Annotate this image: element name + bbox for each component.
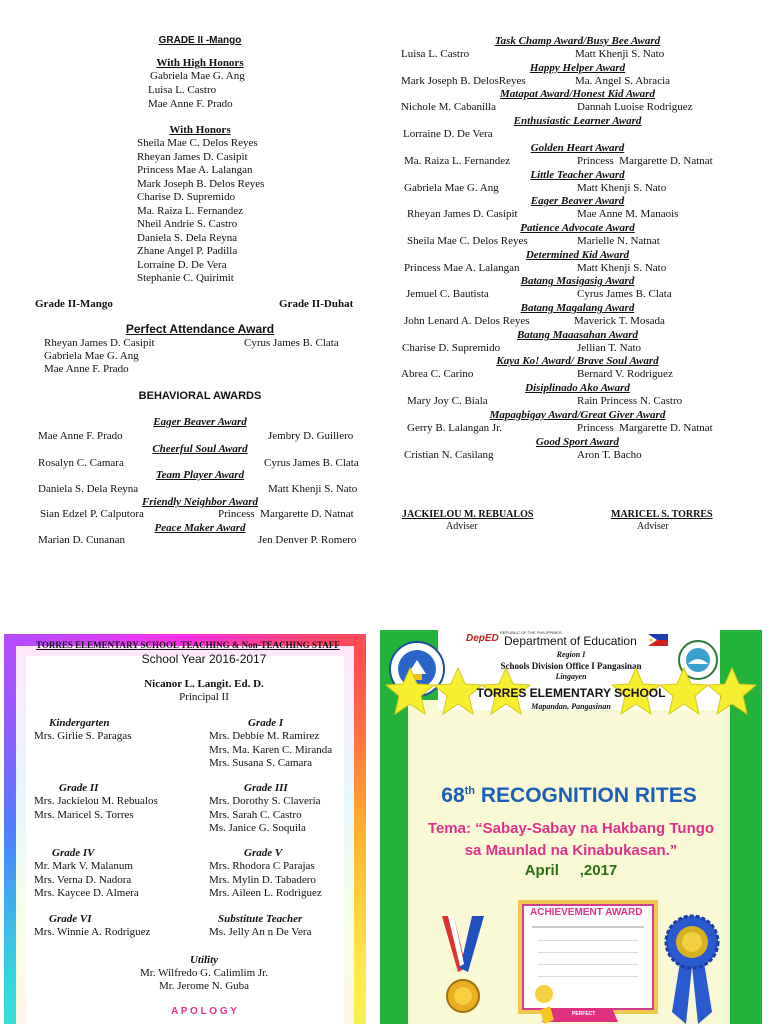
award-title: Golden Heart Award [530, 141, 625, 154]
medal-icon [440, 916, 486, 1024]
awardee-name: Gabriela Mae G. Ang [404, 181, 499, 194]
honor-name: Luisa L. Castro [148, 84, 217, 96]
awardee-name: Luisa L. Castro [401, 48, 470, 60]
honor-name: Lorraine D. De Vera [137, 258, 227, 271]
awardee-name: Jembry D. Guillero [268, 430, 354, 442]
high-honors-title: With High Honors [156, 57, 244, 69]
award-title: Team Player Award [155, 469, 245, 481]
awardee-name: Marian D. Cunanan [38, 534, 126, 546]
honor-name: Rheyan James D. Casipit [137, 150, 248, 163]
staff-group-title: Grade IV [52, 847, 95, 859]
awardee-name: Sian Edzel P. Calputora [40, 508, 144, 520]
awardee-name: Jemuel C. Bautista [406, 288, 489, 301]
awardee-name: Jen Denver P. Romero [258, 534, 357, 546]
awardee-name: Princess Margarette D. Natnat [577, 421, 713, 434]
honor-name: Zhane Angel P. Padilla [137, 245, 238, 257]
school-year: School Year 2016-2017 [141, 652, 267, 666]
award-title: Batang Masigasig Award [520, 275, 635, 288]
award-title: Enthusiastic Learner Award [513, 115, 642, 128]
honors-title: With Honors [169, 124, 231, 136]
awardee-name: Charise D. Supremido [402, 341, 501, 354]
awardee-name: Daniela S. Dela Reyna [38, 483, 139, 495]
awardee-name: Abrea C. Carino [401, 368, 474, 381]
award-title: Task Champ Award/Busy Bee Award [494, 35, 661, 47]
staff-member: Mrs. Verna D. Nadora [34, 873, 132, 886]
school-address: Mapandan, Pangasinan [531, 702, 611, 711]
awardee-name: Gerry B. Lalangan Jr. [407, 421, 502, 434]
principal-role: Principal II [179, 691, 229, 703]
republic-label: REPUBLIC OF THE PHILIPPINES [500, 630, 562, 635]
attendance-name: Rheyan James D. Casipit [44, 337, 155, 349]
deped-logo-text: DepED [466, 633, 499, 644]
theme-line-2: sa Maunlad na Kinabukasan.” [464, 842, 678, 859]
rites-number: 68 [441, 784, 465, 807]
awardee-name: Rain Princess N. Castro [577, 395, 683, 408]
apology-heading: A P O L O G Y [171, 1006, 237, 1017]
awardee-name: Mae Anne F. Prado [38, 430, 123, 442]
awardee-name: John Lenard A. Delos Reyes [404, 315, 530, 327]
awardee-name: Jellian T. Nato [577, 341, 642, 354]
staff-member: Mrs. Winnie A. Rodriguez [34, 926, 151, 938]
award-title: Kaya Ko! Award/ Brave Soul Award [496, 355, 659, 368]
staff-group-title: Kindergarten [49, 717, 110, 729]
program-cover [380, 630, 762, 1024]
awardee-name: Matt Khenji S. Nato [575, 48, 665, 60]
awardee-name: Rheyan James D. Casipit [407, 208, 518, 221]
rites-text: RECOGNITION RITES [480, 784, 697, 807]
staff-header: TORRES ELEMENTARY SCHOOL TEACHING & Non-TEACHING STAFF [36, 640, 340, 650]
staff-member: Mr. Mark V. Malanum [34, 860, 133, 872]
awardee-name: Mary Joy C. Biala [407, 395, 488, 408]
award-title: Matapat Award/Honest Kid Award [500, 88, 655, 101]
staff-member: Mrs. Girlie S. Paragas [34, 730, 132, 742]
awardee-name: Princess Margarette D. Natnat [577, 154, 713, 167]
principal-name: Nicanor L. Langit. Ed. D. [144, 678, 264, 690]
awardee-name: Cyrus James B. Clata [264, 457, 359, 469]
city-label: Lingayen [555, 672, 587, 681]
rites-title [408, 784, 730, 808]
awardee-name: Sheila Mae C. Delos Reyes [407, 234, 528, 247]
staff-group-title: Grade III [244, 782, 288, 794]
division-label: Schools Division Office I Pangasinan [500, 661, 642, 671]
awardee-name: Ma. Raiza L. Fernandez [404, 154, 510, 167]
award-title: Determined Kid Award [525, 248, 630, 261]
awardee-name: Cyrus James B. Clata [577, 288, 672, 301]
award-title: Eager Beaver Award [153, 416, 247, 428]
philippine-flag-icon [648, 634, 668, 646]
honor-name: Charise D. Supremido [137, 191, 236, 203]
staff-group-title: Grade V [244, 847, 283, 859]
panel-heading: GRADE II -Mango [158, 35, 242, 46]
awardee-name: Mark Joseph B. DelosReyes [401, 74, 526, 87]
section-label-duhat: Grade II-Duhat [279, 298, 354, 310]
award-title: Mapagbigay Award/Great Giver Award [489, 408, 666, 421]
staff-member: Ms. Janice G. Soquila [209, 822, 306, 834]
award-title: Batang Magalang Award [520, 302, 635, 314]
theme-line-1: Tema: “Sabay-Sabay na Hakbang Tungo [427, 820, 715, 837]
staff-member: Mrs. Susana S. Camara [209, 757, 312, 769]
awardee-name: Marielle N. Natnat [577, 234, 660, 247]
staff-member: Mrs. Mylin D. Tabadero [209, 873, 316, 886]
award-title: Batang Maaasahan Award [516, 328, 639, 341]
award-title: Happy Helper Award [529, 61, 626, 74]
honor-name: Stephanie C. Quirimit [137, 272, 234, 284]
event-date: April ,2017 [524, 862, 618, 879]
award-title: Little Teacher Award [530, 168, 625, 181]
staff-member: Mrs. Jackielou M. Rebualos [34, 795, 158, 807]
rites-suffix: th [464, 785, 476, 797]
awardee-name: Matt Khenji S. Nato [577, 181, 667, 194]
awardee-name: Matt Khenji S. Nato [577, 261, 667, 274]
honor-name: Princess Mae A. Lalangan [137, 164, 253, 176]
awardee-name: Ma. Angel S. Abracia [575, 74, 671, 87]
award-title: Good Sport Award [535, 435, 620, 448]
awardee-name: Bernard V. Rodriguez [577, 368, 673, 381]
utility-member-1: Mr. Wilfredo G. Calimlim Jr. [140, 967, 268, 979]
signatory-name: JACKIELOU M. REBUALOS [402, 509, 534, 520]
awardee-name: Maverick T. Mosada [574, 315, 665, 327]
staff-member: Mrs. Maricel S. Torres [34, 808, 134, 821]
staff-member: Mrs. Sarah C. Castro [209, 808, 302, 821]
signatory-name: MARICEL S. TORRES [611, 509, 713, 520]
staff-group-title: Grade II [59, 782, 99, 794]
honor-name: Nheil Andrie S. Castro [137, 218, 238, 230]
honor-name: Mae Anne F. Prado [148, 98, 233, 110]
staff-group-title: Substitute Teacher [218, 913, 303, 925]
staff-member: Mrs. Dorothy S. Claveria [209, 795, 321, 807]
staff-member: Ms. Jelly An n De Vera [209, 926, 312, 938]
staff-panel [4, 634, 366, 1024]
honor-name: Sheila Mae C. Delos Reyes [137, 137, 258, 149]
award-title: Patience Advocate Award [520, 221, 635, 234]
award-title: Disiplinado Ako Award [525, 382, 630, 395]
behavioral-title: BEHAVIORAL AWARDS [138, 390, 262, 402]
certificate-title: ACHIEVEMENT AWARD [530, 907, 643, 918]
awardee-name: Aron T. Bacho [577, 448, 642, 461]
award-title: Cheerful Soul Award [152, 443, 248, 455]
staff-group-title: Grade I [248, 717, 284, 729]
region-label: Region I [556, 650, 586, 659]
staff-member: Mrs. Aileen L. Rodriguez [209, 887, 322, 899]
attendance-name: Cyrus James B. Clata [244, 337, 339, 349]
award-title: Eager Beaver Award [530, 195, 625, 208]
school-name: TORRES ELEMENTARY SCHOOL [476, 686, 666, 700]
awardee-name: Princess Margarette D. Natnat [218, 508, 354, 520]
awardee-name: Rosalyn C. Camara [38, 457, 124, 469]
rosette-ribbon-icon [664, 912, 720, 1024]
awardee-name: Cristian N. Casilang [404, 448, 494, 461]
attendance-name: Gabriela Mae G. Ang [44, 350, 139, 362]
staff-member: Mrs. Kaycee D. Almera [34, 887, 139, 899]
attendance-title: Perfect Attendance Award [125, 322, 275, 336]
awardee-name: Dannah Luoise Rodriguez [577, 101, 693, 114]
staff-member: Mrs. Debbie M. Ramirez [209, 730, 320, 742]
honor-name: Mark Joseph B. Delos Reyes [137, 177, 265, 190]
attendance-name: Mae Anne F. Prado [44, 363, 129, 375]
awardee-name: Lorraine D. De Vera [403, 128, 493, 141]
section-label-mango: Grade II-Mango [35, 298, 113, 310]
ribbon-text: PERFECT [572, 1011, 596, 1017]
honor-name: Gabriela Mae G. Ang [150, 70, 245, 82]
award-title: Peace Maker Award [154, 522, 246, 534]
honor-name: Daniela S. Dela Reyna [137, 231, 238, 244]
signatory-role: Adviser [637, 521, 669, 532]
utility-title: Utility [189, 954, 219, 966]
staff-member: Mrs. Ma. Karen C. Miranda [209, 743, 333, 756]
awardee-name: Matt Khenji S. Nato [268, 483, 358, 495]
staff-member: Mrs. Rhodora C Parajas [209, 860, 315, 872]
utility-member-2: Mr. Jerome N. Guba [158, 980, 250, 992]
staff-group-title: Grade VI [49, 913, 92, 925]
department-name: Department of Education [504, 634, 637, 648]
awardee-name: Nichole M. Cabanilla [401, 101, 497, 114]
awardee-name: Princess Mae A. Lalangan [404, 261, 520, 274]
honor-name: Ma. Raiza L. Fernandez [137, 204, 243, 217]
signatory-role: Adviser [446, 521, 478, 532]
awardee-name: Mae Anne M. Manaois [577, 208, 679, 221]
award-title: Friendly Neighbor Award [141, 496, 259, 508]
